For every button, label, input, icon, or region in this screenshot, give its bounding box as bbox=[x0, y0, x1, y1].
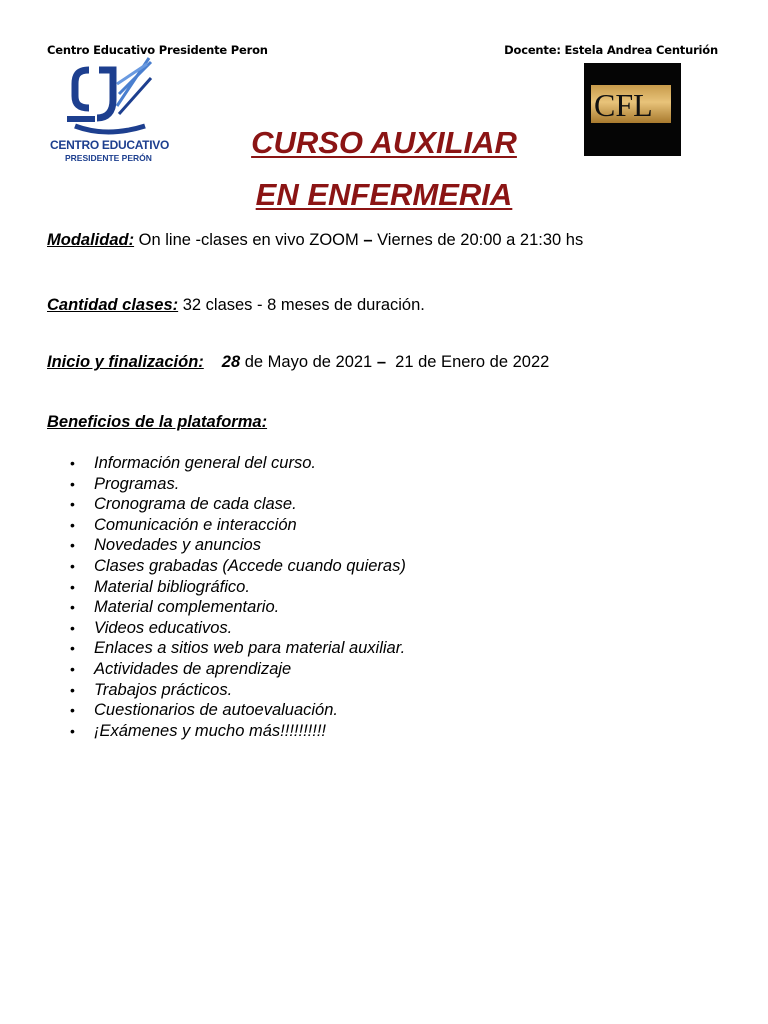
list-item bbox=[70, 474, 406, 495]
bullet-icon: • bbox=[70, 640, 75, 657]
modalidad-label: Modalidad: bbox=[47, 231, 135, 249]
bullet-icon: • bbox=[70, 557, 75, 574]
list-item-text: ¡Exámenes y mucho más!!!!!!!!!! bbox=[94, 721, 326, 740]
course-title-line2: EN ENFERMERIA bbox=[255, 177, 513, 212]
cfl-logo-text: CFL bbox=[594, 87, 653, 123]
list-item bbox=[70, 618, 406, 639]
cantidad-label: Cantidad clases: bbox=[47, 296, 179, 314]
list-item-text: Material bibliográfico. bbox=[94, 577, 250, 596]
bullet-icon: • bbox=[70, 722, 75, 739]
list-item-text: Trabajos prácticos. bbox=[94, 680, 233, 699]
list-item-text: Programas. bbox=[94, 474, 180, 493]
list-item-text: Novedades y anuncios bbox=[94, 536, 261, 555]
inicio-day: 28 bbox=[221, 353, 241, 371]
beneficios-heading bbox=[47, 413, 267, 432]
bullet-icon: • bbox=[70, 516, 75, 533]
list-item bbox=[70, 453, 406, 474]
bullet-icon: • bbox=[70, 578, 75, 595]
list-item-text: Clases grabadas (Accede cuando quieras) bbox=[94, 556, 406, 575]
inicio-dash: – bbox=[376, 353, 387, 371]
bullet-icon: • bbox=[70, 599, 75, 616]
list-item-text: Comunicación e interacción bbox=[94, 515, 297, 534]
bullet-icon: • bbox=[70, 455, 75, 471]
benefits-list bbox=[70, 453, 406, 741]
cantidad-value: 32 clases - 8 meses de duración. bbox=[178, 296, 425, 314]
list-item-text: Material complementario. bbox=[94, 598, 280, 617]
list-item bbox=[70, 577, 406, 598]
list-item bbox=[70, 721, 406, 742]
course-title-line1: CURSO AUXILIAR bbox=[251, 125, 517, 160]
list-item bbox=[70, 680, 406, 701]
inicio-start: de Mayo de 2021 bbox=[240, 353, 377, 371]
list-item bbox=[70, 556, 406, 577]
list-item-text: Videos educativos. bbox=[94, 618, 233, 637]
list-item-text: Cuestionarios de autoevaluación. bbox=[94, 701, 338, 720]
list-item bbox=[70, 494, 406, 515]
list-item bbox=[70, 659, 406, 680]
header-teacher-name: Docente: Estela Andrea Centurión bbox=[504, 43, 718, 57]
list-item bbox=[70, 515, 406, 536]
modalidad-row bbox=[47, 231, 583, 250]
bullet-icon: • bbox=[70, 681, 75, 698]
bullet-icon: • bbox=[70, 660, 75, 677]
header-school-name: Centro Educativo Presidente Peron bbox=[47, 43, 268, 57]
list-item-text: Actividades de aprendizaje bbox=[94, 659, 292, 678]
list-item-text: Cronograma de cada clase. bbox=[94, 495, 297, 514]
list-item bbox=[70, 700, 406, 721]
modalidad-schedule: Viernes de 20:00 a 21:30 hs bbox=[372, 231, 584, 249]
bullet-icon: • bbox=[70, 475, 75, 492]
list-item-text: Información general del curso. bbox=[94, 454, 316, 472]
school-logo-line1: CENTRO EDUCATIVO bbox=[50, 138, 169, 152]
list-item bbox=[70, 638, 406, 659]
bullet-icon: • bbox=[70, 496, 75, 513]
bullet-icon: • bbox=[70, 537, 75, 554]
bullet-icon: • bbox=[70, 702, 75, 719]
school-logo-line2: PRESIDENTE PERÓN bbox=[65, 153, 152, 163]
list-item bbox=[70, 535, 406, 556]
list-item bbox=[70, 597, 406, 618]
beneficios-label: Beneficios de la plataforma: bbox=[47, 413, 268, 431]
modalidad-dash: – bbox=[363, 231, 373, 249]
modalidad-value: On line -clases en vivo ZOOM bbox=[134, 231, 364, 249]
inicio-row bbox=[47, 353, 549, 372]
inicio-end: 21 de Enero de 2022 bbox=[386, 353, 550, 371]
bullet-icon: • bbox=[70, 619, 75, 636]
inicio-label: Inicio y finalización: bbox=[47, 353, 204, 371]
cantidad-row bbox=[47, 296, 425, 315]
list-item-text: Enlaces a sitios web para material auxiliar. bbox=[94, 639, 406, 658]
